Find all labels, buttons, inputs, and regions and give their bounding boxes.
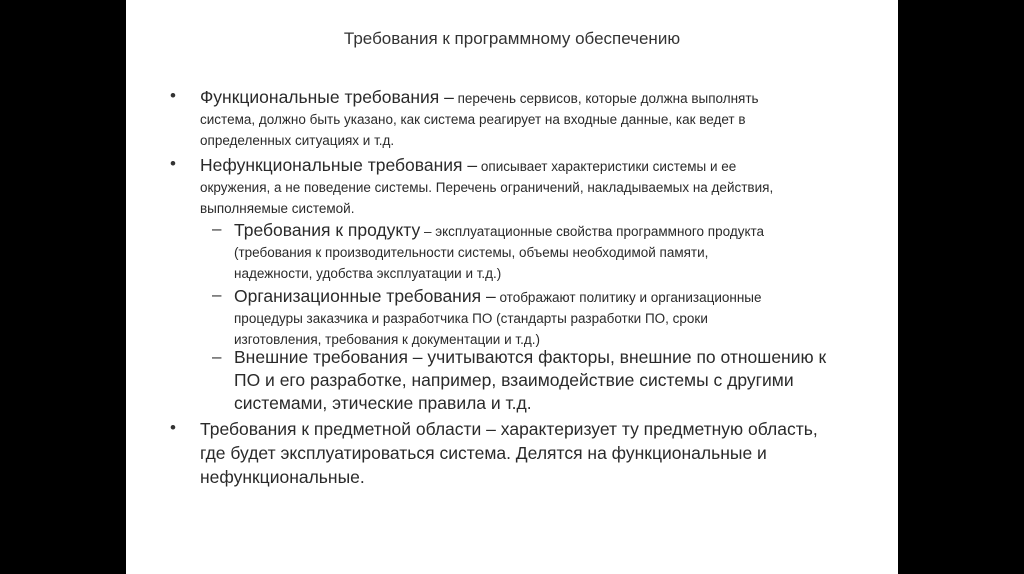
bullet-term: Требования к предметной области – — [200, 419, 496, 439]
bullet-text: описывает характеристики системы и ее — [477, 159, 737, 174]
bullet-line: ПО и его разработке, например, взаимодействие системы с другими — [234, 370, 794, 390]
bullet-nonfunctional — [200, 155, 773, 219]
bullet-term: Внешние требования – — [234, 347, 423, 367]
bullet-line: системами, этические правила и т.д. — [234, 393, 532, 413]
bullet-term: Организационные требования – — [234, 286, 496, 306]
bullet-marker: • — [170, 154, 176, 173]
dash-marker: – — [212, 219, 222, 238]
subitem-external — [234, 346, 826, 415]
bullet-text: отображают политику и организационные — [495, 290, 762, 305]
bullet-line: изготовления, требования к документации и т.д.) — [234, 332, 540, 347]
bullet-line: процедуры заказчика и разработчика ПО (стандарты разработки ПО, сроки — [234, 311, 708, 326]
bullet-line: (требования к производительности системы, объемы необходимой памяти, — [234, 245, 709, 260]
bullet-line: надежности, удобства эксплуатации и т.д.) — [234, 266, 502, 281]
bullet-line — [234, 346, 826, 369]
bullet-term: Требования к продукту — [234, 220, 421, 240]
bullet-line — [200, 87, 759, 109]
subitem-product — [234, 220, 764, 284]
bullet-line — [200, 155, 773, 177]
bullet-line: выполняемые системой. — [200, 201, 355, 216]
bullet-line: система, должно быть указано, как система реагирует на входные данные, как ведет в — [200, 112, 746, 127]
bullet-text: – эксплуатационные свойства программного продукта — [420, 224, 765, 239]
dash-marker: – — [212, 285, 222, 304]
bullet-line — [234, 220, 764, 242]
bullet-text: перечень сервисов, которые должна выполнять — [453, 91, 759, 106]
bullet-text: учитываются факторы, внешние по отношению к — [422, 347, 827, 367]
slide — [126, 0, 898, 574]
bullet-line: где будет эксплуатироваться система. Делятся на функциональные и — [200, 443, 767, 463]
subitem-organizational — [234, 286, 762, 350]
bullet-term: Нефункциональные требования – — [200, 155, 478, 175]
bullet-line: определенных ситуациях и т.д. — [200, 133, 395, 148]
bullet-line: окружения, а не поведение системы. Перечень ограничений, накладываемых на действия, — [200, 180, 774, 195]
bullet-domain — [200, 417, 818, 489]
bullet-marker: • — [170, 418, 176, 437]
bullet-marker: • — [170, 86, 176, 105]
bullet-line — [234, 286, 762, 308]
bullet-line: нефункциональные. — [200, 467, 365, 487]
dash-marker: – — [212, 347, 222, 366]
bullet-line — [200, 417, 818, 441]
bullet-term: Функциональные требования – — [200, 87, 454, 107]
slide-title: Требования к программному обеспечению — [343, 29, 681, 48]
bullet-functional — [200, 87, 759, 151]
bullet-text: характеризует ту предметную область, — [495, 419, 818, 439]
